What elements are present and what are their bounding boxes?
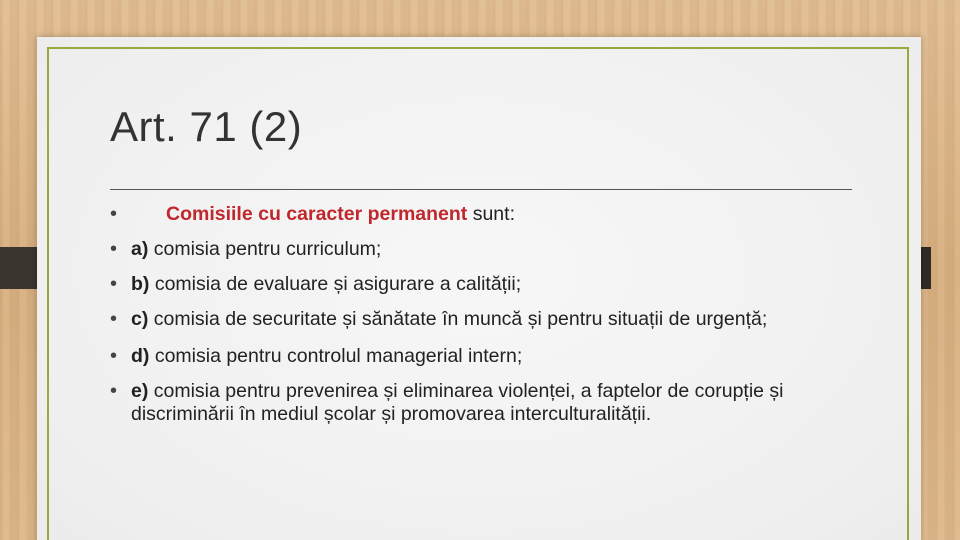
intro-highlight: Comisiile cu caracter permanent [166,203,468,225]
item-letter: c) [131,308,149,330]
item-letter: b) [131,273,150,295]
bullet-icon: • [110,308,118,330]
item-text: comisia pentru prevenirea și eliminarea violenței, a faptelor de corupție și discriminării în mediul școlar și promovarea interculturalității. [131,380,784,425]
list-item-d [110,345,840,368]
list-item-a [110,238,840,261]
item-text: comisia pentru controlul managerial intern; [149,345,523,367]
bullet-icon: • [110,203,118,225]
item-text: comisia pentru curriculum; [148,238,382,260]
list-item-e [110,380,840,426]
bullet-icon: • [110,273,118,295]
item-letter: e) [131,380,149,402]
item-text: comisia de securitate și sănătate în muncă și pentru situații de urgență; [148,308,768,330]
right-side-tab [921,247,931,289]
bullet-icon: • [110,238,118,260]
left-side-tab [0,247,37,289]
item-letter: d) [131,345,150,367]
bullet-icon: • [110,380,118,402]
bullet-icon: • [110,345,118,367]
title-divider [110,189,852,190]
list-item-c [110,308,840,331]
item-text: comisia de evaluare și asigurare a calității; [149,273,522,295]
item-letter: a) [131,238,149,260]
list-item-b [110,273,840,296]
intro-rest: sunt: [467,203,515,225]
slide-title: Art. 71 (2) [110,103,303,150]
commission-list [110,203,840,440]
list-item-intro [110,203,840,226]
